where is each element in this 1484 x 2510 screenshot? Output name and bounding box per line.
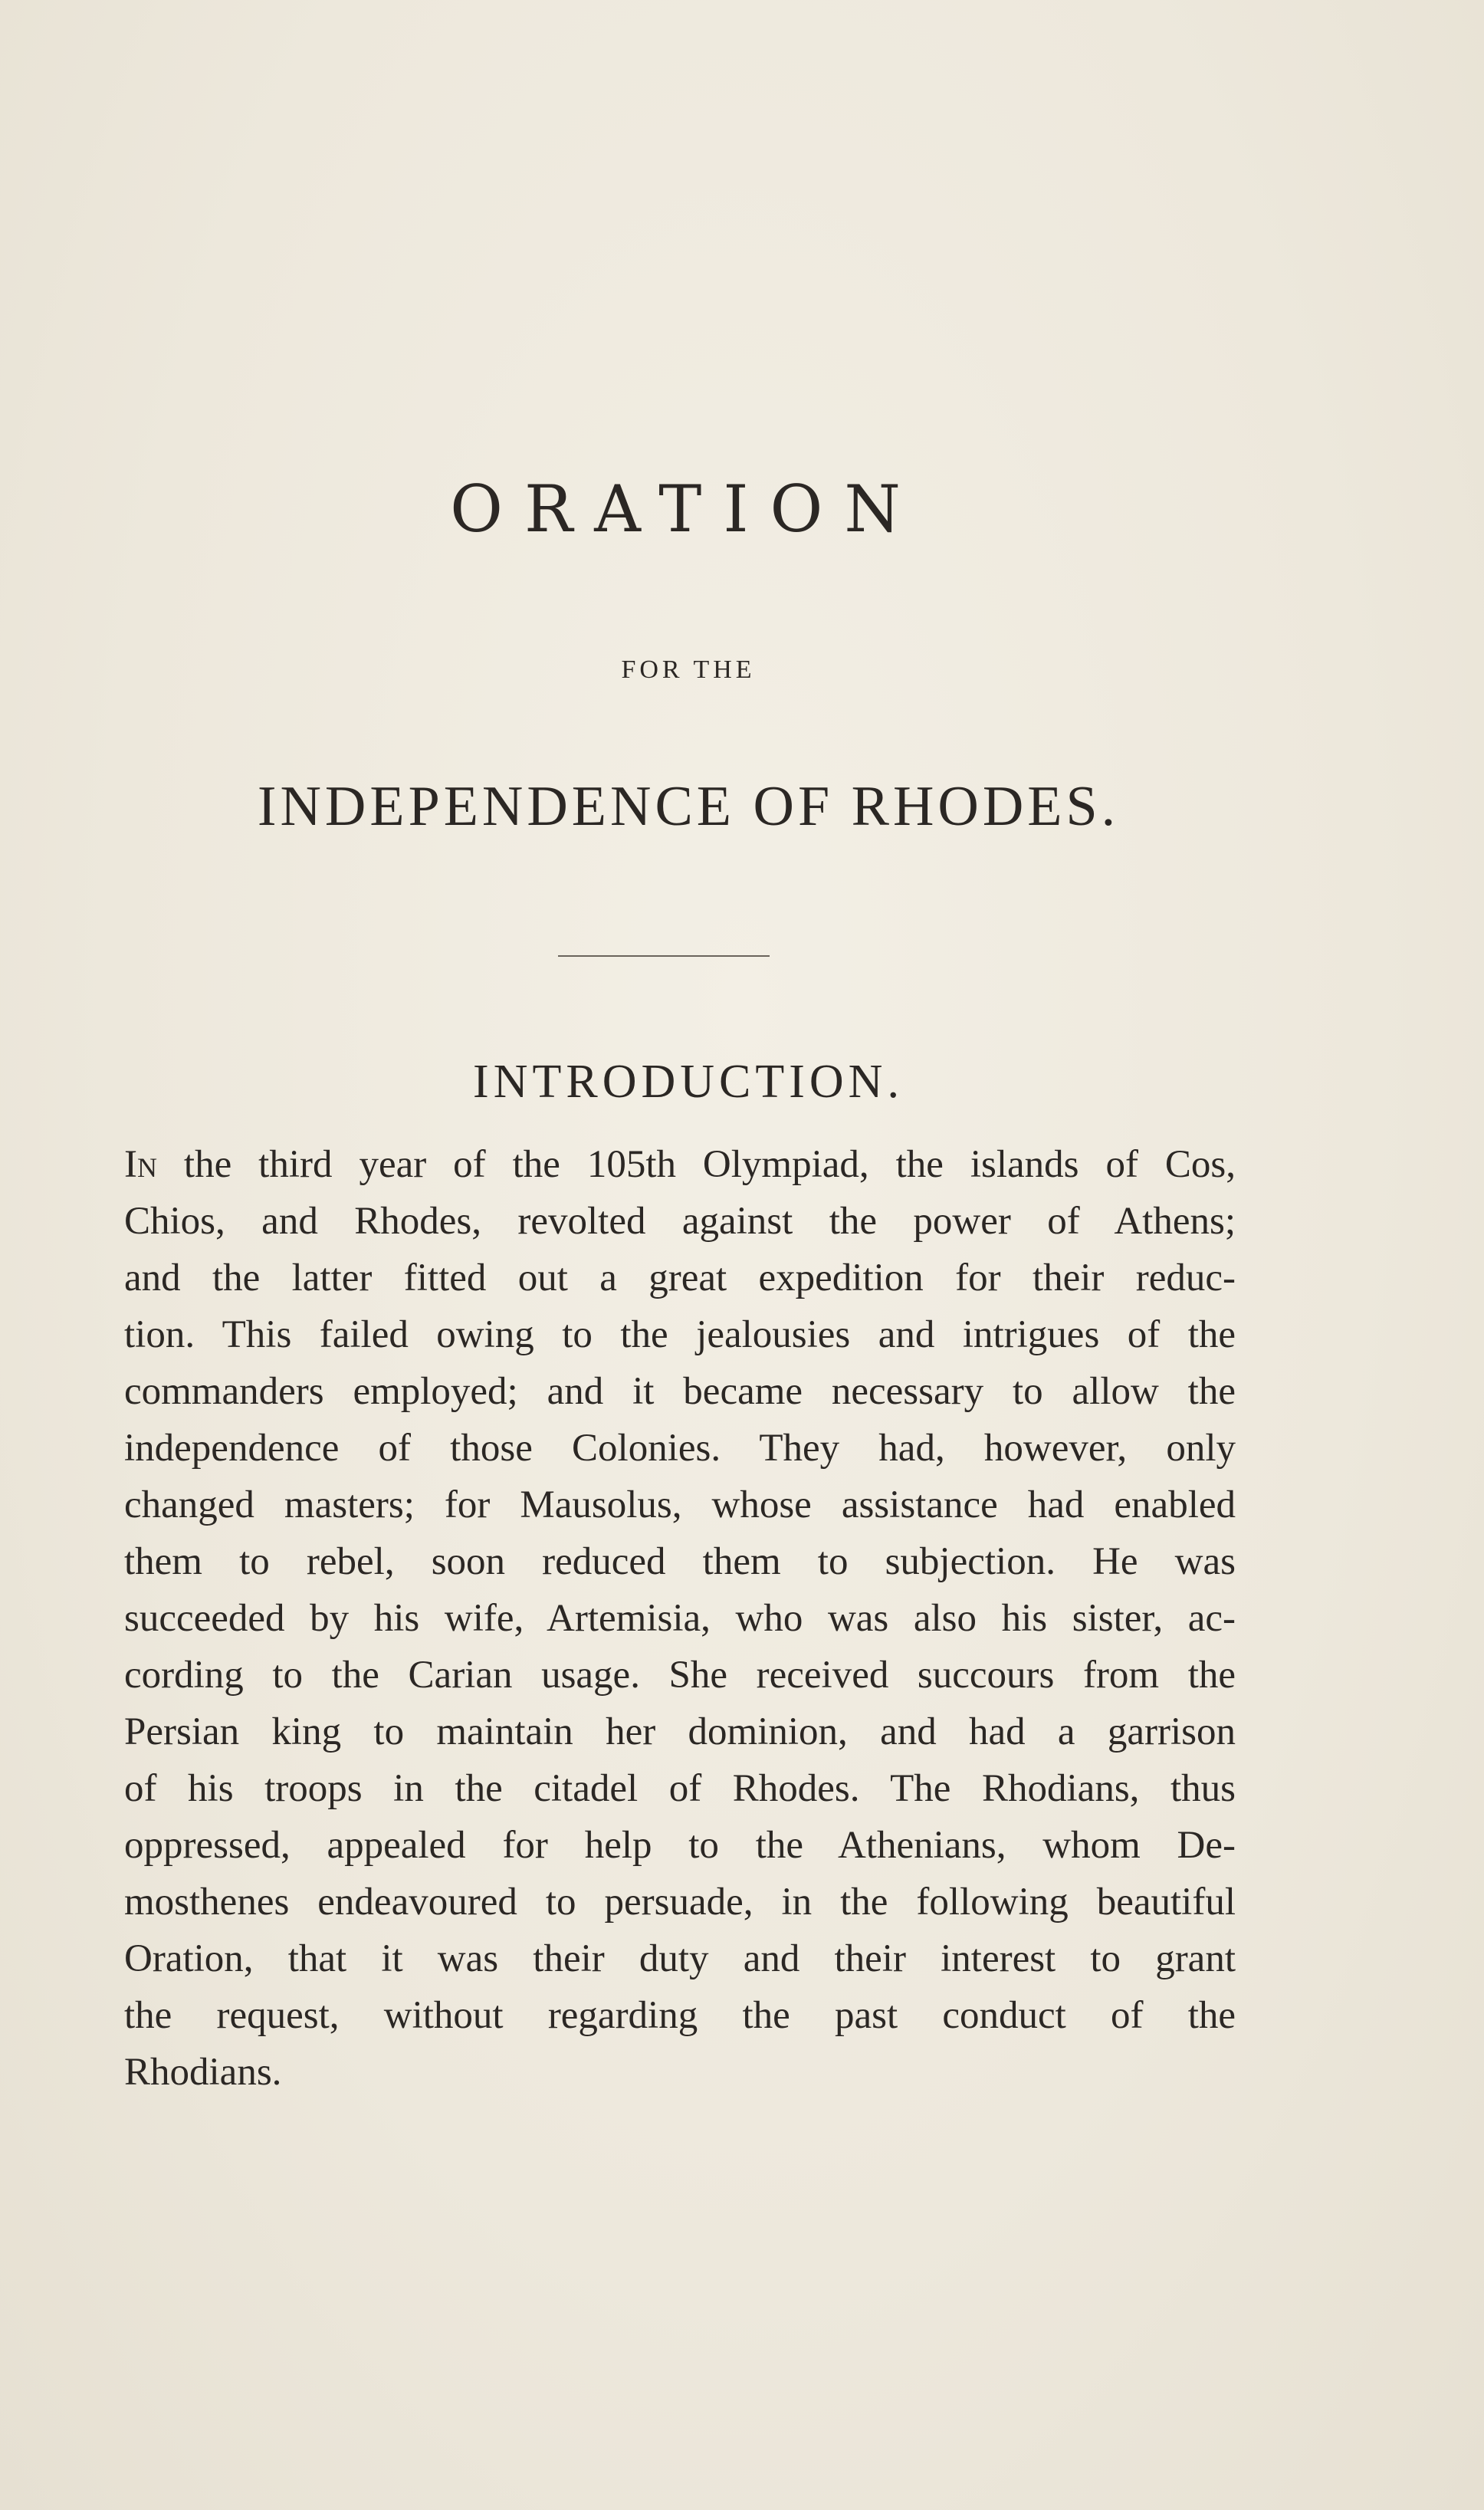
section-heading: INTRODUCTION.	[473, 1056, 904, 1108]
text-line: them to rebel, soon reduced them to subjection. He was	[124, 1540, 1236, 1583]
text-line-content: the third year of the 105th Olympiad, the islands of Cos,	[156, 1143, 1236, 1186]
text-line: succeeded by his wife, Artemisia, who was also his sister, ac-	[124, 1597, 1236, 1640]
horizontal-rule	[558, 955, 770, 957]
text-line: tion. This failed owing to the jealousies and intrigues of the	[124, 1313, 1236, 1356]
text-line: independence of those Colonies. They had, however, only	[124, 1427, 1236, 1470]
subtitle-for-the: FOR THE	[621, 655, 756, 684]
text-line: Rhodians.	[124, 2051, 282, 2094]
page-title: ORATION	[450, 471, 922, 547]
text-line	[124, 1136, 1236, 1193]
text-line: the request, without regarding the past conduct of the	[124, 1994, 1236, 2037]
text-line: changed masters; for Mausolus, whose assistance had enabled	[124, 1483, 1236, 1526]
text-line: of his troops in the citadel of Rhodes. The Rhodians, thus	[124, 1767, 1236, 1810]
text-line: oppressed, appealed for help to the Athenians, whom De-	[124, 1824, 1236, 1867]
text-line: and the latter fitted out a great expedition for their reduc-	[124, 1257, 1236, 1299]
text-line: Persian king to maintain her dominion, and had a garrison	[124, 1710, 1236, 1753]
subtitle-independence: INDEPENDENCE OF RHODES.	[257, 775, 1120, 838]
text-line: cording to the Carian usage. She received succours from the	[124, 1654, 1236, 1697]
drop-word: In	[124, 1143, 157, 1186]
introduction-paragraph	[124, 1136, 1236, 2101]
text-line: Chios, and Rhodes, revolted against the power of Athens;	[124, 1200, 1236, 1243]
text-line: Oration, that it was their duty and their interest to grant	[124, 1937, 1236, 1980]
text-line: mosthenes endeavoured to persuade, in the following beautiful	[124, 1881, 1236, 1924]
text-line: commanders employed; and it became necessary to allow the	[124, 1370, 1236, 1413]
